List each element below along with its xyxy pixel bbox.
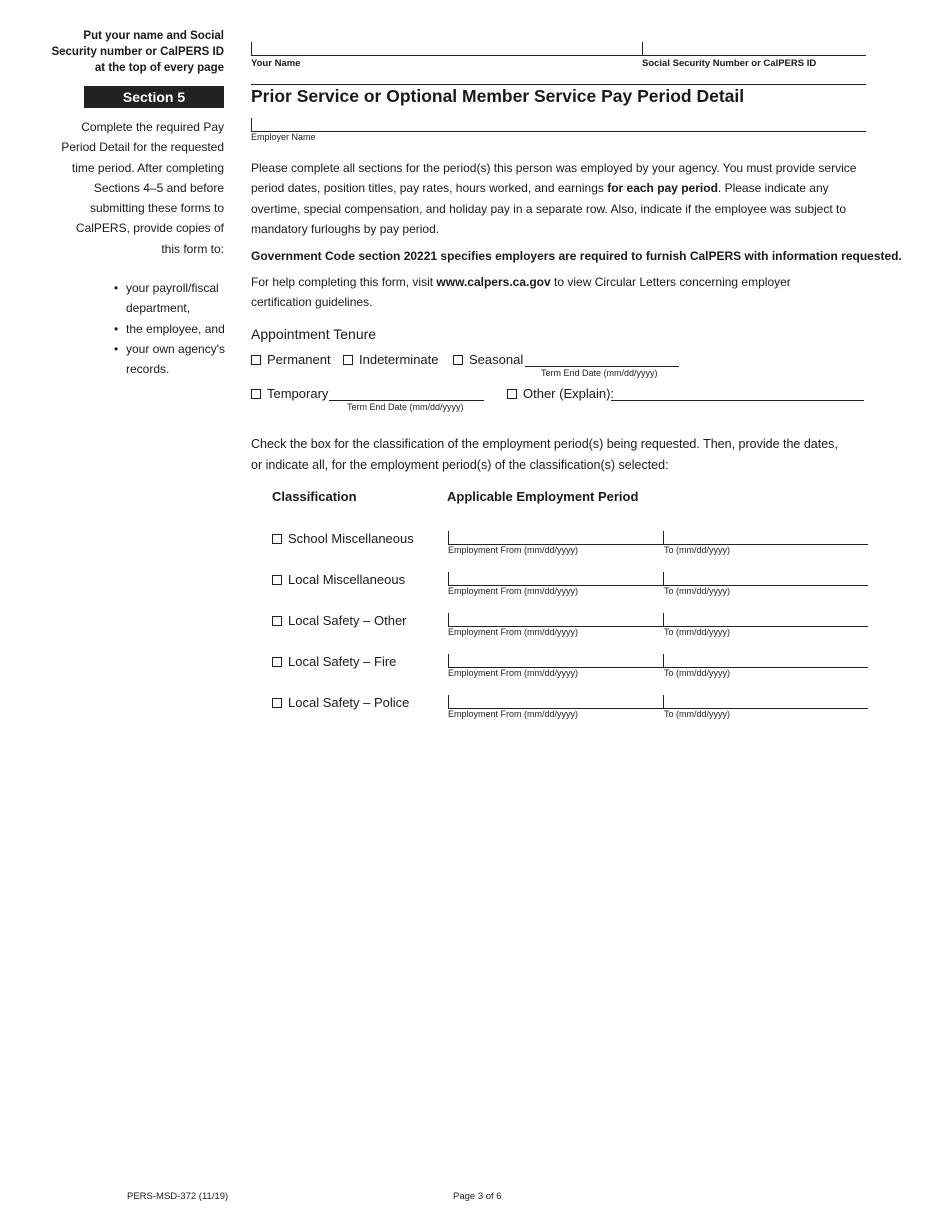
employer-name-field[interactable] — [252, 118, 866, 131]
your-name-label: Your Name — [251, 58, 301, 69]
section-label: Section 5 — [84, 86, 224, 108]
temporary-checkbox[interactable] — [251, 389, 261, 399]
to-label: To (mm/dd/yyyy) — [664, 668, 731, 678]
from-label: Employment From (mm/dd/yyyy) — [448, 668, 579, 678]
classification-label: Local Safety – Police — [288, 695, 410, 710]
permanent-label: Permanent — [267, 352, 331, 367]
tenure-heading: Appointment Tenure — [251, 326, 377, 342]
page-title: Prior Service or Optional Member Service Pay Period Detail — [251, 86, 745, 106]
to-label: To (mm/dd/yyyy) — [664, 586, 731, 596]
to-label: To (mm/dd/yyyy) — [664, 545, 731, 555]
your-name-field[interactable] — [252, 42, 640, 56]
temporary-term-end-label: Term End Date (mm/dd/yyyy) — [347, 402, 464, 412]
tenure-permanent[interactable] — [251, 352, 331, 367]
tenure-seasonal[interactable] — [453, 352, 523, 367]
help-text: For help completing this form, visit — [251, 275, 437, 289]
to-label: To (mm/dd/yyyy) — [664, 627, 731, 637]
form-id: PERS-MSD-372 (11/19) — [127, 1191, 229, 1202]
from-label: Employment From (mm/dd/yyyy) — [448, 545, 579, 555]
instruction-line: Check the box for the classification of the employment period(s) being requested. Then, provide the dates, — [251, 437, 838, 451]
classification-header: Classification — [272, 489, 357, 504]
other-checkbox[interactable] — [507, 389, 517, 399]
header-field-line — [251, 55, 866, 56]
list-item: • your payroll/fiscal department, — [112, 278, 232, 319]
other-label: Other (Explain): — [523, 386, 615, 401]
field-tick — [663, 572, 664, 586]
intro-paragraph — [251, 158, 869, 239]
intro-text: Please complete all sections for the period(s) this person was employed by your agency. You must provide service period dates, position titles, pay rates, hours worked, and earnings — [251, 161, 857, 196]
ssn-field[interactable] — [643, 42, 865, 56]
employer-name-label: Employer Name — [251, 132, 316, 142]
page-number: Page 3 of 6 — [453, 1191, 502, 1202]
employer-field-line — [251, 131, 866, 132]
from-label: Employment From (mm/dd/yyyy) — [448, 627, 579, 637]
ssn-label: Social Security Number or CalPERS ID — [642, 58, 817, 69]
help-paragraph — [251, 272, 791, 313]
from-label: Employment From (mm/dd/yyyy) — [448, 709, 579, 719]
calpers-link[interactable]: www.calpers.ca.gov — [436, 275, 551, 289]
intro-emphasis: for each pay period — [607, 181, 718, 196]
field-tick — [663, 695, 664, 709]
classification-instructions — [251, 434, 891, 475]
classification-label: Local Safety – Fire — [288, 654, 397, 669]
seasonal-term-end-label: Term End Date (mm/dd/yyyy) — [541, 368, 658, 378]
gov-code-note: Government Code section 20221 specifies employers are required to furnish CalPERS with information requested. — [251, 249, 902, 263]
indeterminate-checkbox[interactable] — [343, 355, 353, 365]
other-explain-field[interactable] — [611, 400, 864, 401]
seasonal-term-end-field[interactable] — [525, 366, 679, 367]
classification-checkbox[interactable] — [272, 698, 282, 708]
instruction-line: or indicate all, for the employment period(s) of the classification(s) selected: — [251, 457, 669, 472]
temporary-label: Temporary — [267, 386, 329, 401]
tenure-indeterminate[interactable] — [343, 352, 439, 367]
intro-text: . Please indicate any overtime, special compensation, and holiday pay in a separate row. Also, indicate if the employee was subject to mandatory furloughs by pay period. — [251, 181, 847, 236]
recipient-list — [112, 278, 232, 379]
temporary-term-end-field[interactable] — [329, 400, 484, 401]
classification-checkbox[interactable] — [272, 575, 282, 585]
classification-row[interactable] — [272, 613, 407, 628]
permanent-checkbox[interactable] — [251, 355, 261, 365]
field-tick — [448, 613, 449, 627]
classification-row[interactable] — [272, 572, 405, 587]
seasonal-label: Seasonal — [469, 352, 524, 367]
classification-checkbox[interactable] — [272, 616, 282, 626]
help-text: to view Circular Letters concerning employer certification guidelines. — [251, 275, 791, 310]
header-rule — [251, 84, 866, 85]
classification-checkbox[interactable] — [272, 657, 282, 667]
tenure-other[interactable] — [507, 386, 614, 401]
field-tick — [448, 572, 449, 586]
to-label: To (mm/dd/yyyy) — [664, 709, 731, 719]
list-item: • the employee, and — [112, 319, 232, 339]
field-tick — [663, 531, 664, 545]
tenure-temporary[interactable] — [251, 386, 328, 401]
field-tick — [448, 654, 449, 668]
classification-label: Local Miscellaneous — [288, 572, 406, 587]
indeterminate-label: Indeterminate — [359, 352, 439, 367]
classification-row[interactable] — [272, 531, 414, 546]
classification-row[interactable] — [272, 654, 396, 669]
classification-row[interactable] — [272, 695, 409, 710]
classification-checkbox[interactable] — [272, 534, 282, 544]
employment-period-header: Applicable Employment Period — [447, 489, 639, 504]
field-tick — [663, 613, 664, 627]
seasonal-checkbox[interactable] — [453, 355, 463, 365]
list-item: • your own agency's records. — [112, 339, 232, 380]
from-label: Employment From (mm/dd/yyyy) — [448, 586, 579, 596]
put-name-note: Put your name and Social Security number or CalPERS ID at the top of every page — [51, 30, 224, 74]
classification-label: School Miscellaneous — [288, 531, 414, 546]
classification-label: Local Safety – Other — [288, 613, 407, 628]
field-tick — [448, 695, 449, 709]
field-tick — [448, 531, 449, 545]
section-instructions: Complete the required Pay Period Detail for the requested time period. After completing Sections 4–5 and before submitting these forms to CalPERS, provide copies of this form to: — [61, 120, 224, 256]
field-tick — [663, 654, 664, 668]
